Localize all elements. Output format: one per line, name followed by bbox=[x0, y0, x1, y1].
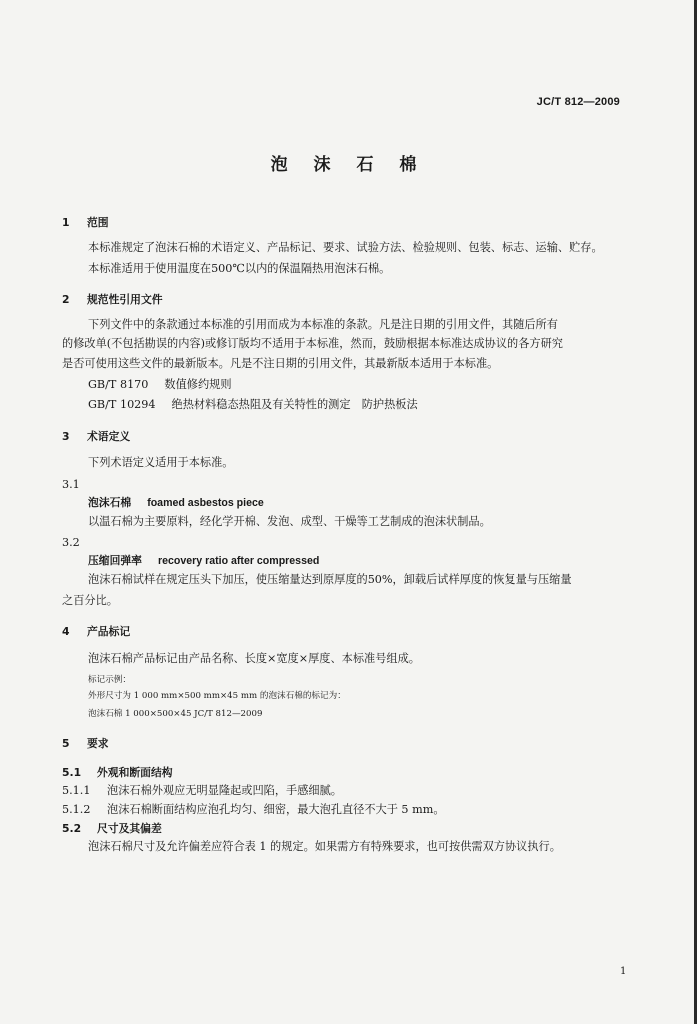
term-number: 3.2 bbox=[62, 536, 80, 549]
term-number: 3.1 bbox=[62, 478, 80, 491]
section-title: 范围 bbox=[87, 216, 109, 229]
reference-code: GB/T 8170 bbox=[88, 378, 149, 391]
marking-example-label: 标记示例： bbox=[88, 675, 131, 685]
term-english: foamed asbestos piece bbox=[147, 497, 264, 509]
term-definition: 泡沫石棉试样在规定压头下加压，使压缩量达到原厚度的50%，卸载后试样厚度的恢复量与压缩量 bbox=[88, 573, 572, 586]
section-1-paragraph-2: 本标准适用于使用温度在500℃以内的保温隔热用泡沫石棉。 bbox=[88, 262, 391, 275]
term-heading bbox=[88, 554, 319, 568]
subsection-number: 5.2 bbox=[62, 822, 82, 835]
section-number: 2 bbox=[62, 293, 70, 306]
term-chinese: 压缩回弹率 bbox=[88, 554, 142, 567]
section-2-paragraph-line: 下列文件中的条款通过本标准的引用而成为本标准的条款。凡是注日期的引用文件，其随后所有 bbox=[88, 318, 558, 331]
standard-number: JC/T 812—2009 bbox=[536, 96, 620, 108]
reference-code: GB/T 10294 bbox=[88, 398, 156, 411]
reference-item bbox=[88, 378, 232, 392]
subsection-number: 5.1 bbox=[62, 766, 82, 779]
subsection-5-1-heading bbox=[62, 766, 173, 780]
term-english: recovery ratio after compressed bbox=[157, 555, 320, 567]
subsection-5-2-paragraph: 泡沫石棉尺寸及允许偏差应符合表 1 的规定。如果需方有特殊要求，也可按供需双方协议执行。 bbox=[88, 840, 561, 853]
clause-number: 5.1.2 bbox=[62, 803, 91, 816]
subsection-title: 尺寸及其偏差 bbox=[97, 822, 162, 835]
section-1-heading bbox=[62, 216, 109, 230]
section-5-heading bbox=[62, 737, 109, 751]
clause-5-1-2 bbox=[62, 803, 445, 817]
clause-text: 泡沫石棉断面结构应泡孔均匀、细密，最大泡孔直径不大于 5 mm。 bbox=[107, 803, 445, 816]
marking-example-description: 外形尺寸为 1 000 mm×500 mm×45 mm 的泡沫石棉的标记为： bbox=[88, 691, 346, 701]
section-number: 5 bbox=[62, 737, 70, 750]
section-3-heading bbox=[62, 430, 130, 444]
reference-name: 数值修约规则 bbox=[164, 378, 232, 391]
section-2-heading bbox=[62, 293, 163, 307]
section-2-paragraph-line: 的修改单(不包括勘误的内容)或修订版均不适用于本标准，然而，鼓励根据本标准达成协议的各方研究 bbox=[62, 337, 563, 350]
section-number: 4 bbox=[62, 625, 70, 638]
section-4-heading bbox=[62, 625, 130, 639]
section-1-paragraph-1: 本标准规定了泡沫石棉的术语定义、产品标记、要求、试验方法、检验规则、包装、标志、运输、贮存。 bbox=[88, 241, 603, 254]
clause-number: 5.1.1 bbox=[62, 784, 91, 797]
section-title: 要求 bbox=[87, 737, 109, 750]
section-number: 1 bbox=[62, 216, 70, 229]
clause-5-1-1 bbox=[62, 784, 342, 798]
section-title: 术语定义 bbox=[87, 430, 131, 443]
section-title: 产品标记 bbox=[87, 625, 131, 638]
page-number: 1 bbox=[620, 966, 627, 977]
clause-text: 泡沫石棉外观应无明显隆起或凹陷，手感细腻。 bbox=[107, 784, 342, 797]
marking-example-mark: 泡沫石棉 1 000×500×45 JC/T 812—2009 bbox=[88, 709, 263, 719]
subsection-5-2-heading bbox=[62, 822, 162, 836]
section-title: 规范性引用文件 bbox=[87, 293, 163, 306]
section-2-paragraph-line: 是否可使用这些文件的最新版本。凡是不注日期的引用文件，其最新版本适用于本标准。 bbox=[62, 357, 499, 370]
term-definition-continued: 之百分比。 bbox=[62, 594, 118, 607]
term-definition: 以温石棉为主要原料，经化学开棉、发泡、成型、干燥等工艺制成的泡沫状制品。 bbox=[88, 515, 491, 528]
reference-name: 绝热材料稳态热阻及有关特性的测定 防护热板法 bbox=[171, 398, 418, 411]
section-number: 3 bbox=[62, 430, 70, 443]
term-heading bbox=[88, 496, 264, 510]
document-title: 泡 沫 石 棉 bbox=[270, 155, 427, 175]
term-chinese: 泡沫石棉 bbox=[88, 496, 132, 509]
subsection-title: 外观和断面结构 bbox=[97, 766, 173, 779]
section-4-paragraph: 泡沫石棉产品标记由产品名称、长度×宽度×厚度、本标准号组成。 bbox=[88, 652, 420, 665]
reference-item bbox=[88, 398, 418, 412]
section-3-intro: 下列术语定义适用于本标准。 bbox=[88, 456, 234, 469]
